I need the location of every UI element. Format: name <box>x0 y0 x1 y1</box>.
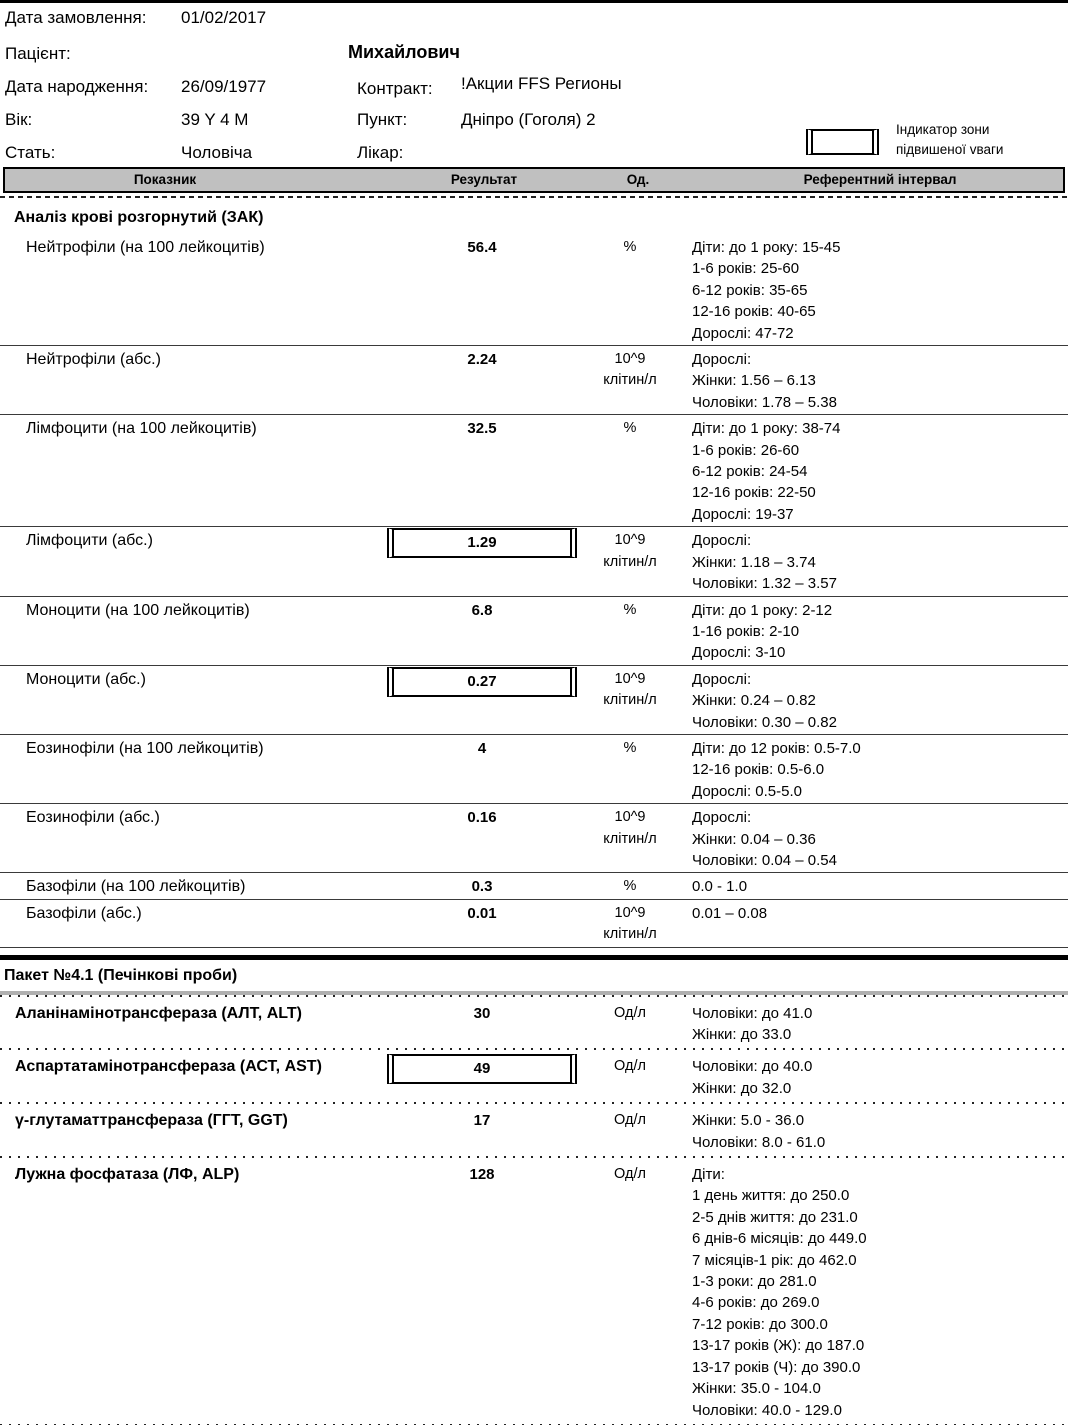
test-name: γ-глутаматтрансфераза (ГГТ, GGT) <box>15 1112 288 1130</box>
reference-interval-line: Чоловіки: 1.32 – 3.57 <box>692 575 837 593</box>
reference-interval-line: Чоловіки: 1.78 – 5.38 <box>692 393 837 411</box>
lab-row <box>0 666 1068 735</box>
test-unit <box>577 876 683 897</box>
reference-interval-line: Дорослі: <box>692 532 752 550</box>
attention-indicator-caption-line2: підвишеної vваги <box>896 142 1004 157</box>
reference-interval-line: 13-17 років (Ж): до 187.0 <box>692 1337 865 1355</box>
test-unit <box>577 418 683 439</box>
test-unit <box>577 1110 683 1131</box>
test-result-flagged-value: 49 <box>387 1054 577 1084</box>
test-unit-line: % <box>623 601 637 618</box>
table-header-bar <box>3 167 1065 193</box>
reference-interval-line: Дорослі: <box>692 670 752 688</box>
section-title: Пакет №4.1 (Печінкові проби) <box>4 966 238 984</box>
test-unit-line: % <box>623 239 637 255</box>
reference-interval-line: 12-16 років: 40-65 <box>692 303 816 321</box>
lab-row <box>0 234 1068 346</box>
test-unit-line: % <box>623 739 637 756</box>
test-result <box>387 1003 577 1024</box>
reference-interval-line: Дорослі: 3-10 <box>692 644 786 662</box>
reference-interval-line: Чоловіки: 40.0 - 129.0 <box>692 1401 842 1419</box>
test-unit <box>577 530 683 573</box>
reference-interval-line: Дорослі: <box>692 351 752 369</box>
patient-label: Пацієнт: <box>5 44 71 63</box>
test-unit-line: клітин/л <box>603 692 657 709</box>
reference-interval <box>683 530 1068 594</box>
test-result-value: 6.8 <box>471 601 493 619</box>
test-unit-line: 10^9 <box>614 670 646 687</box>
reference-interval-line: Жінки: до 33.0 <box>692 1026 792 1043</box>
reference-interval-line: 1-6 років: 26-60 <box>692 441 800 459</box>
reference-interval-line: Жінки: 35.0 - 104.0 <box>692 1380 821 1398</box>
test-unit-line: клітин/л <box>603 830 657 847</box>
test-result <box>387 349 577 370</box>
test-name: Лімфоцити (абс.) <box>26 532 153 550</box>
test-name: Нейтрофіли (на 100 лейкоцитів) <box>26 239 265 256</box>
column-header-result: Результат <box>450 172 518 187</box>
test-name: Лужна фосфатаза (ЛФ, ALP) <box>15 1166 240 1184</box>
test-unit <box>577 807 683 850</box>
results-table-body <box>0 200 1068 1425</box>
test-unit-line: 10^9 <box>614 809 646 826</box>
reference-interval-line: Жінки: 1.18 – 3.74 <box>692 553 816 571</box>
lab-row <box>0 900 1068 948</box>
lab-row <box>0 346 1068 415</box>
reference-interval <box>683 1003 1068 1046</box>
reference-interval <box>683 876 1068 897</box>
reference-interval-line: Жінки: 5.0 - 36.0 <box>692 1112 805 1130</box>
reference-interval-line: Чоловіки: до 41.0 <box>692 1004 813 1022</box>
test-result-flagged-value: 0.27 <box>387 667 577 697</box>
age-value: 39 Y 4 M <box>181 110 249 129</box>
test-unit-line: % <box>623 878 637 895</box>
doctor-label: Лікар: <box>357 143 404 162</box>
sex-label: Стать: <box>5 143 56 162</box>
test-result-flagged-value: 1.29 <box>387 528 577 558</box>
reference-interval-line: Жінки: 1.56 – 6.13 <box>692 372 816 390</box>
test-result <box>387 1110 577 1131</box>
lab-row <box>0 1158 1068 1425</box>
test-unit <box>577 349 683 392</box>
lab-row <box>0 527 1068 596</box>
reference-interval-line: Діти: до 1 року: 38-74 <box>692 420 841 438</box>
test-unit-line: Од/л <box>614 1166 646 1183</box>
test-unit-line: 10^9 <box>614 904 646 921</box>
reference-interval-line: 0.01 – 0.08 <box>692 904 768 922</box>
top-border-line <box>0 0 1068 3</box>
test-unit-line: 10^9 <box>614 532 646 549</box>
test-unit-line: клітин/л <box>603 372 657 389</box>
reference-interval-line: 12-16 років: 0.5-6.0 <box>692 761 825 779</box>
reference-interval <box>683 807 1068 871</box>
reference-interval-line: Діти: до 1 року: 15-45 <box>692 239 841 256</box>
test-name: Аланінамінотрансфераза (АЛТ, ALT) <box>15 1004 302 1022</box>
reference-interval-line: Чоловіки: 8.0 - 61.0 <box>692 1133 826 1151</box>
reference-interval-line: Чоловіки: до 40.0 <box>692 1058 813 1076</box>
sex-value: Чоловіча <box>181 143 253 162</box>
reference-interval-line: Жінки: до 32.0 <box>692 1079 792 1097</box>
test-result <box>387 418 577 439</box>
reference-interval-line: 7-12 років: до 300.0 <box>692 1315 828 1333</box>
test-name: Еозинофіли (на 100 лейкоцитів) <box>26 739 264 757</box>
test-name: Еозинофіли (абс.) <box>26 809 160 827</box>
column-header-reference-interval: Референтний інтервал <box>803 172 957 187</box>
lab-row <box>0 997 1068 1051</box>
report-section <box>0 948 1068 1425</box>
test-result-value: 30 <box>473 1004 491 1022</box>
test-result <box>387 903 577 924</box>
test-result <box>387 876 577 897</box>
lab-row <box>0 597 1068 666</box>
test-name: Нейтрофіли (абс.) <box>26 351 161 369</box>
birthdate-label: Дата народження: <box>5 77 149 96</box>
test-name: Моноцити (абс.) <box>26 670 146 688</box>
reference-interval-line: Діти: до 12 років: 0.5-7.0 <box>692 739 861 757</box>
reference-interval-line: Жінки: 0.24 – 0.82 <box>692 692 816 710</box>
reference-interval <box>683 349 1068 413</box>
test-name: Лімфоцити (на 100 лейкоцитів) <box>26 420 257 438</box>
test-result-value: 56.4 <box>467 239 497 256</box>
age-label: Вік: <box>5 110 33 129</box>
report-section <box>0 200 1068 948</box>
contract-label: Контракт: <box>357 79 433 98</box>
test-unit <box>577 1056 683 1077</box>
contract-value: !Акции FFS Регионы <box>461 74 622 93</box>
test-result-value: 0.3 <box>471 878 493 896</box>
lab-row <box>0 1104 1068 1158</box>
test-unit-line: клітин/л <box>603 926 657 943</box>
reference-interval-line: Діти: до 1 року: 2-12 <box>692 601 833 619</box>
test-result <box>387 1056 577 1084</box>
reference-interval-line: Дорослі: <box>692 809 752 827</box>
test-name: Моноцити (на 100 лейкоцитів) <box>26 601 250 619</box>
test-result-value: 0.01 <box>467 904 497 922</box>
reference-interval <box>683 669 1068 733</box>
reference-interval-line: 13-17 років (Ч): до 390.0 <box>692 1358 861 1376</box>
reference-interval-line: 1 день життя: до 250.0 <box>692 1187 850 1205</box>
reference-interval <box>683 738 1068 802</box>
test-result <box>387 1164 577 1185</box>
test-result <box>387 807 577 828</box>
reference-interval-line: Дорослі: 47-72 <box>692 324 794 342</box>
reference-interval <box>683 237 1068 344</box>
reference-interval-line: 12-16 років: 22-50 <box>692 484 816 502</box>
lab-row <box>0 873 1068 899</box>
test-unit-line: Од/л <box>614 1004 646 1021</box>
test-unit-line: Од/л <box>614 1058 646 1075</box>
patient-name: Михайлович <box>348 42 460 62</box>
test-result-value: 17 <box>473 1112 491 1130</box>
reference-interval-line: Жінки: 0.04 – 0.36 <box>692 830 816 848</box>
header-dashed-separator <box>0 196 1068 198</box>
reference-interval-line: Діти: <box>692 1166 725 1184</box>
test-result-value: 32.5 <box>467 420 497 438</box>
test-unit <box>577 237 683 258</box>
test-unit-line: клітин/л <box>603 553 657 570</box>
branch-label: Пункт: <box>357 110 408 129</box>
test-result <box>387 738 577 759</box>
test-unit-line: Од/л <box>614 1112 646 1129</box>
attention-indicator-box <box>806 129 879 155</box>
test-result-value: 128 <box>469 1166 495 1184</box>
reference-interval-line: 6-12 років: 35-65 <box>692 281 808 299</box>
lab-row <box>0 804 1068 873</box>
test-unit <box>577 903 683 946</box>
test-result-value: 4 <box>477 739 487 757</box>
reference-interval <box>683 1056 1068 1099</box>
branch-value: Дніпро (Гоголя) 2 <box>461 110 596 129</box>
test-result-value: 0.16 <box>467 809 497 827</box>
test-unit <box>577 1003 683 1024</box>
reference-interval-line: 6 днів-6 місяців: до 449.0 <box>692 1230 867 1248</box>
reference-interval-line: 1-16 років: 2-10 <box>692 622 800 640</box>
reference-interval-line: Дорослі: 0.5-5.0 <box>692 782 802 800</box>
reference-interval-line: 0.0 - 1.0 <box>692 878 748 896</box>
test-unit <box>577 600 683 621</box>
reference-interval-line: 7 місяців-1 рік: до 462.0 <box>692 1251 857 1269</box>
order-date-value: 01/02/2017 <box>181 8 267 27</box>
reference-interval <box>683 903 1068 924</box>
test-unit <box>577 1164 683 1185</box>
reference-interval-line: 1-3 роки: до 281.0 <box>692 1273 817 1291</box>
test-name: Базофіли (абс.) <box>26 904 142 922</box>
test-unit-line: 10^9 <box>614 351 646 368</box>
test-result <box>387 669 577 697</box>
test-unit <box>577 738 683 759</box>
reference-interval-line: Чоловіки: 0.30 – 0.82 <box>692 713 837 731</box>
birthdate-value: 26/09/1977 <box>181 77 267 96</box>
reference-interval-line: 2-5 днів життя: до 231.0 <box>692 1208 858 1226</box>
reference-interval-line: 4-6 років: до 269.0 <box>692 1294 820 1312</box>
column-header-unit: Од. <box>626 172 650 187</box>
section-title: Аналіз крові розгорнутий (ЗАК) <box>14 209 264 226</box>
reference-interval <box>683 1164 1068 1421</box>
reference-interval-line: 6-12 років: 24-54 <box>692 463 808 481</box>
test-result <box>387 600 577 621</box>
reference-interval <box>683 600 1068 664</box>
attention-indicator-caption-line1: Індикатор зони <box>896 122 990 137</box>
reference-interval <box>683 418 1068 525</box>
test-name: Аспартатамінотрансфераза (АСТ, AST) <box>15 1058 322 1076</box>
order-date-label: Дата замовлення: <box>5 8 147 27</box>
lab-row <box>0 735 1068 804</box>
test-result-value: 2.24 <box>467 351 497 369</box>
test-result <box>387 530 577 558</box>
lab-row <box>0 1050 1068 1104</box>
test-name: Базофіли (на 100 лейкоцитів) <box>26 878 246 896</box>
test-unit-line: % <box>623 420 637 437</box>
column-header-indicator: Показник <box>133 172 197 187</box>
reference-interval-line: Чоловіки: 0.04 – 0.54 <box>692 851 837 869</box>
attention-indicator-caption <box>896 120 1003 160</box>
test-result <box>387 237 577 258</box>
reference-interval-line: 1-6 років: 25-60 <box>692 260 800 278</box>
reference-interval-line: Дорослі: 19-37 <box>692 505 794 523</box>
lab-row <box>0 415 1068 527</box>
test-unit <box>577 669 683 712</box>
reference-interval <box>683 1110 1068 1153</box>
